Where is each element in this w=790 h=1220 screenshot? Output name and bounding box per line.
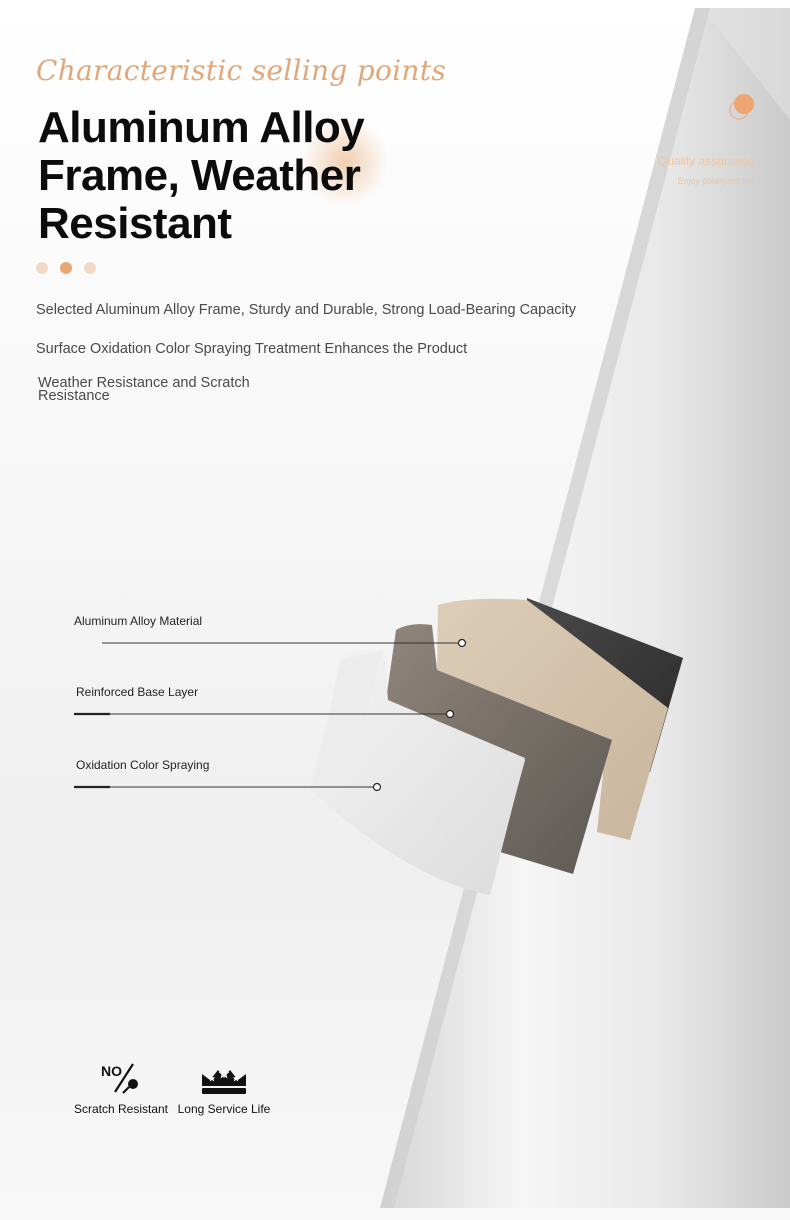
quality-badge-title: Quality assurance <box>657 154 754 168</box>
quality-badge-subtitle: Enjoy courtyard life <box>677 176 754 186</box>
eyebrow-heading: Characteristic selling points <box>36 54 446 87</box>
description-line: Surface Oxidation Color Spraying Treatment Enhances the Product <box>36 341 468 357</box>
feature-label: Long Service Life <box>177 1102 271 1116</box>
dot-icon <box>36 262 48 274</box>
feature-label: Scratch Resistant <box>73 1102 169 1116</box>
dot-icon <box>84 262 96 274</box>
icon-text: NO <box>101 1063 122 1079</box>
crown-stars-icon <box>200 1066 248 1096</box>
layer-label-aluminum: Aluminum Alloy Material <box>74 614 203 628</box>
layer-label-spraying: Oxidation Color Spraying <box>76 758 210 772</box>
description-line: Selected Aluminum Alloy Frame, Sturdy and Durable, Strong Load-Bearing Capacity <box>36 302 577 318</box>
dot-icon <box>60 262 72 274</box>
feature-scratch-resistant <box>66 1060 176 1116</box>
page-title: Aluminum Alloy Frame, Weather Resistant <box>38 103 365 248</box>
description-line: Weather Resistance and Scratch Resistance <box>38 375 250 404</box>
no-scratch-icon <box>97 1060 145 1096</box>
feature-long-service-life <box>172 1066 276 1116</box>
layer-label-base: Reinforced Base Layer <box>76 685 199 699</box>
